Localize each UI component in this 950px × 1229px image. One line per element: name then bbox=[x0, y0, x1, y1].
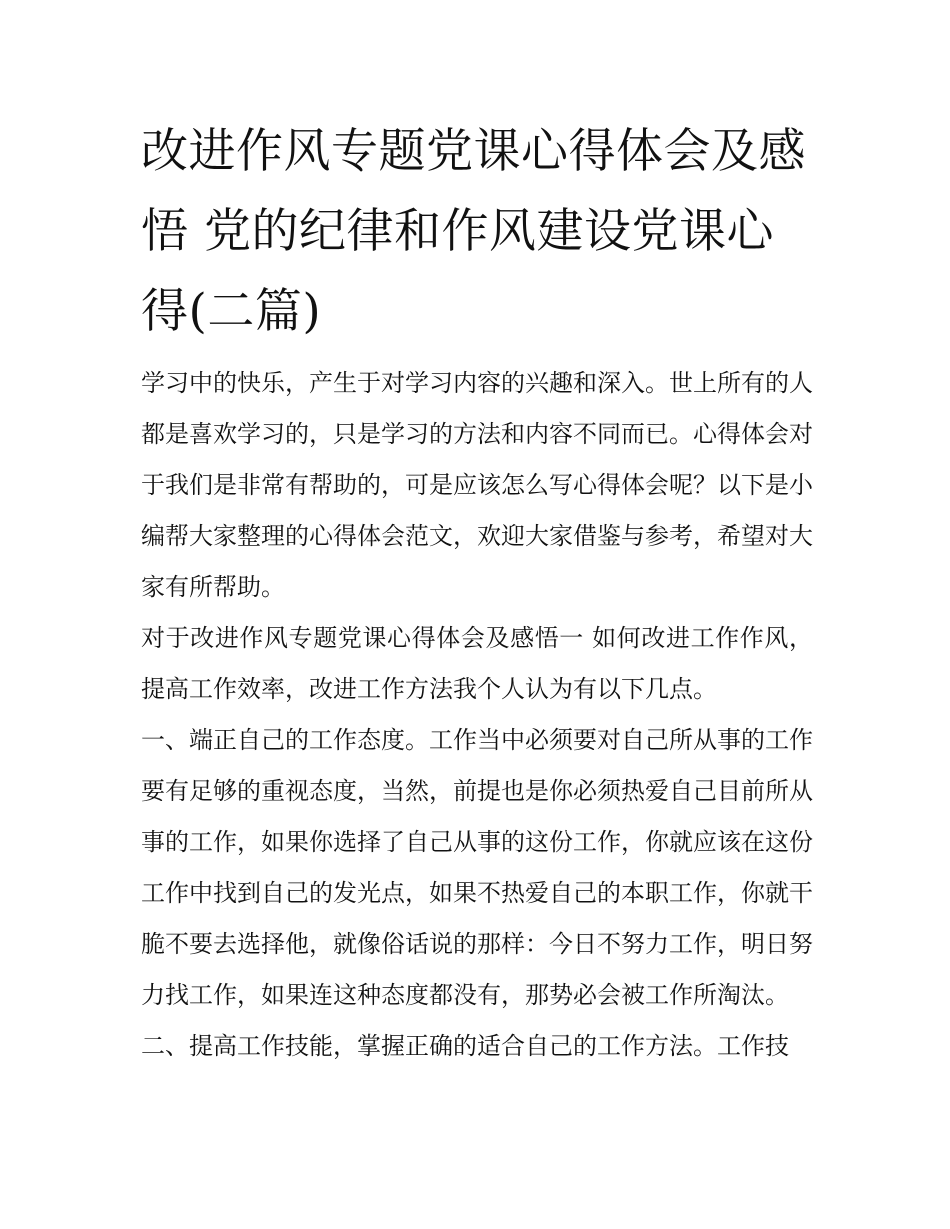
paragraph-point-two: 二、提高工作技能，掌握正确的适合自己的工作方法。工作技 bbox=[141, 1032, 789, 1060]
paragraph-intro: 学习中的快乐，产生于对学习内容的兴趣和深入。世上所有的人都是喜欢学习的，只是学习的方法和内容不同而已。心得体会对于我们是非常有帮助的，可是应该怎么写心得体会呢？以下是小编帮大家整理的心得体会范文，欢迎大家借鉴与参考，希望对大家有所帮助。 bbox=[141, 369, 813, 601]
document-page bbox=[141, 112, 813, 1072]
paragraph-point-one: 一、端正自己的工作态度。工作当中必须要对自己所从事的工作要有足够的重视态度，当然，前提也是你必须热爱自己目前所从事的工作，如果你选择了自己从事的这份工作，你就应该在这份工作中找到自己的发光点，如果不热爱自己的本职工作，你就干脆不要去选择他，就像俗话说的那样：今日不努力工作，明日努力找工作，如果连这种态度都没有，那势必会被工作所淘汰。 bbox=[141, 726, 813, 1009]
paragraph-section-one-intro: 对于改进作风专题党课心得体会及感悟一 如何改进工作作风，提高工作效率，改进工作方法我个人认为有以下几点。 bbox=[141, 624, 813, 703]
document-title: 改进作风专题党课心得体会及感悟 党的纪律和作风建设党课心得(二篇) bbox=[141, 124, 806, 339]
